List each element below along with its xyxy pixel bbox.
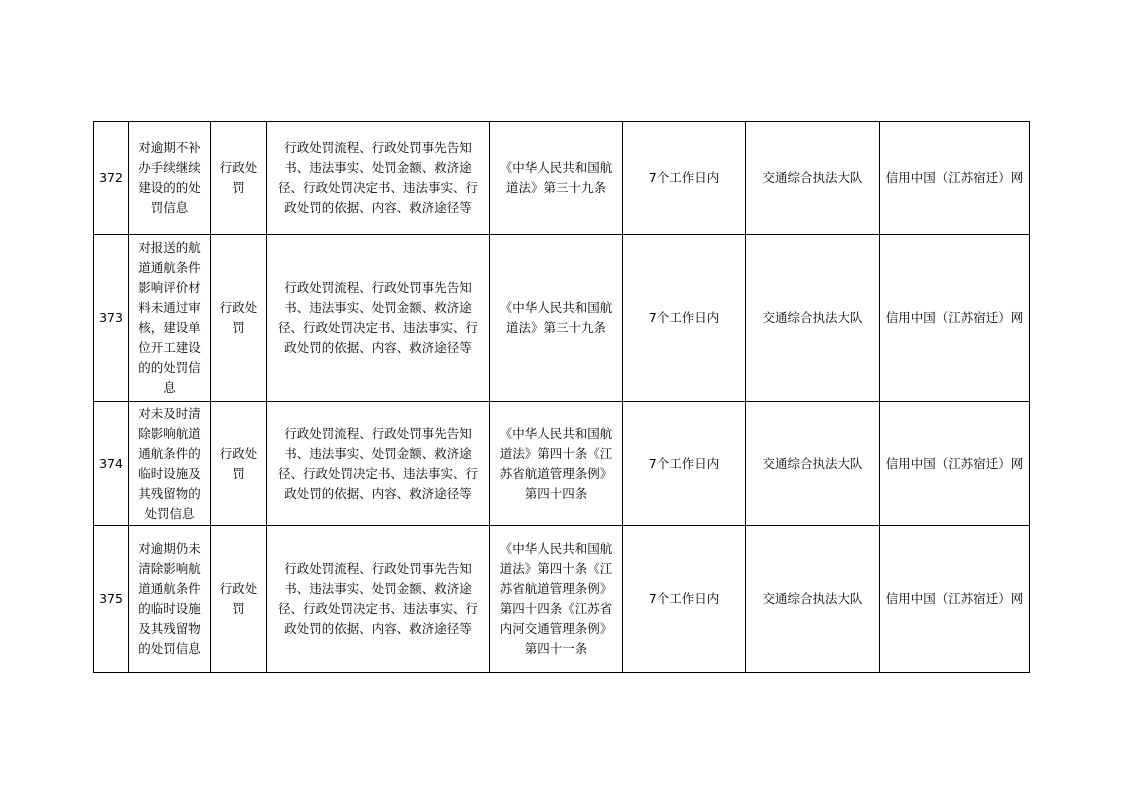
basis-cell: 《中华人民共和国航道法》第三十九条 [490, 235, 623, 402]
row-number: 372 [94, 122, 129, 235]
item-cell: 对报送的航道通航条件影响评价材料未通过审核，建设单位开工建设的的处罚信息 [129, 235, 211, 402]
type-cell: 行政处罚 [211, 122, 267, 235]
content-cell: 行政处罚流程、行政处罚事先告知书、违法事实、处罚金额、救济途径、行政处罚决定书、违法事实、行政处罚的依据、内容、救济途径等 [267, 122, 490, 235]
type-cell: 行政处罚 [211, 526, 267, 673]
table-row [94, 402, 1030, 526]
item-cell: 对未及时清除影响航道通航条件的临时设施及其残留物的处罚信息 [129, 402, 211, 526]
channel-cell: 信用中国（江苏宿迁）网 [880, 526, 1030, 673]
subject-cell: 交通综合执法大队 [746, 526, 880, 673]
table-row [94, 235, 1030, 402]
type-cell: 行政处罚 [211, 235, 267, 402]
subject-cell: 交通综合执法大队 [746, 402, 880, 526]
item-cell: 对逾期不补办手续继续建设的的处罚信息 [129, 122, 211, 235]
deadline-cell: 7个工作日内 [623, 235, 746, 402]
content-cell: 行政处罚流程、行政处罚事先告知书、违法事实、处罚金额、救济途径、行政处罚决定书、违法事实、行政处罚的依据、内容、救济途径等 [267, 526, 490, 673]
table-row [94, 122, 1030, 235]
type-cell: 行政处罚 [211, 402, 267, 526]
deadline-cell: 7个工作日内 [623, 526, 746, 673]
basis-cell: 《中华人民共和国航道法》第四十条《江苏省航道管理条例》第四十四条 [490, 402, 623, 526]
channel-cell: 信用中国（江苏宿迁）网 [880, 402, 1030, 526]
channel-cell: 信用中国（江苏宿迁）网 [880, 122, 1030, 235]
row-number: 374 [94, 402, 129, 526]
content-cell: 行政处罚流程、行政处罚事先告知书、违法事实、处罚金额、救济途径、行政处罚决定书、违法事实、行政处罚的依据、内容、救济途径等 [267, 402, 490, 526]
disclosure-table [93, 121, 1030, 673]
deadline-cell: 7个工作日内 [623, 402, 746, 526]
basis-cell: 《中华人民共和国航道法》第三十九条 [490, 122, 623, 235]
subject-cell: 交通综合执法大队 [746, 122, 880, 235]
subject-cell: 交通综合执法大队 [746, 235, 880, 402]
channel-cell: 信用中国（江苏宿迁）网 [880, 235, 1030, 402]
item-cell: 对逾期仍未清除影响航道通航条件的临时设施及其残留物的处罚信息 [129, 526, 211, 673]
table-row [94, 526, 1030, 673]
row-number: 373 [94, 235, 129, 402]
row-number: 375 [94, 526, 129, 673]
content-cell: 行政处罚流程、行政处罚事先告知书、违法事实、处罚金额、救济途径、行政处罚决定书、违法事实、行政处罚的依据、内容、救济途径等 [267, 235, 490, 402]
basis-cell: 《中华人民共和国航道法》第四十条《江苏省航道管理条例》第四十四条《江苏省内河交通管理条例》第四十一条 [490, 526, 623, 673]
deadline-cell: 7个工作日内 [623, 122, 746, 235]
